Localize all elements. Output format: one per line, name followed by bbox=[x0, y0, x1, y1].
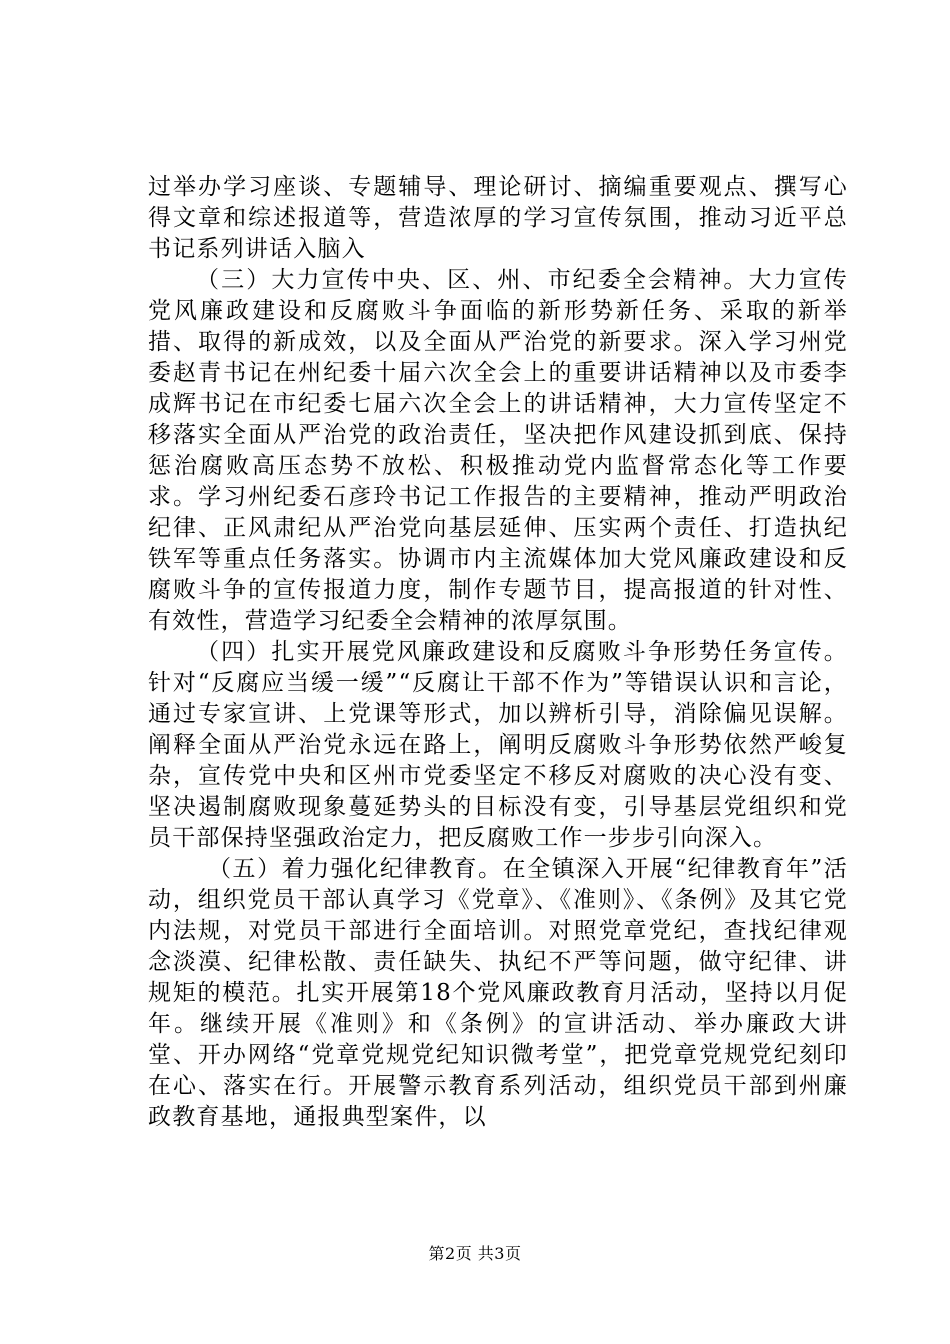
paragraph-section-4: （四）扎实开展党风廉政建设和反腐败斗争形势任务宣传。针对“反腐应当缓一缓”“反腐让干部不作为”等错误认识和言论，通过专家宣讲、上党课等形式，加以辨析引导，消除偏见误解。阐释全面从严治党永远在路上，阐明反腐败斗争形势依然严峻复杂，宣传党中央和区州市党委坚定不移反对腐败的决心没有变、坚决遏制腐败现象蔓延势头的目标没有变，引导基层党组织和党员干部保持坚强政治定力，把反腐败工作一步步引向深入。 bbox=[148, 639, 848, 851]
paragraph-section-3: （三）大力宣传中央、区、州、市纪委全会精神。大力宣传党风廉政建设和反腐败斗争面临的新形势新任务、采取的新举措、取得的新成效，以及全面从严治党的新要求。深入学习州党委赵青书记在州纪委十届六次全会上的重要讲话精神以及市委李成辉书记在市纪委七届六次全会上的讲话精神，大力宣传坚定不移落实全面从严治党的政治责任，坚决把作风建设抓到底、保持惩治腐败高压态势不放松、积极推动党内监督常态化等工作要求。学习州纪委石彦玲书记工作报告的主要精神，推动严明政治纪律、正风肃纪从严治党向基层延伸、压实两个责任、打造执纪铁军等重点任务落实。协调市内主流媒体加大党风廉政建设和反腐败斗争的宣传报道力度，制作专题节目，提高报道的针对性、有效性，营造学习纪委全会精神的浓厚氛围。 bbox=[148, 267, 848, 634]
document-body bbox=[148, 172, 848, 1133]
paragraph-section-5: （五）着力强化纪律教育。在全镇深入开展“纪律教育年”活动，组织党员干部认真学习《党章》、《准则》、《条例》及其它党内法规，对党员干部进行全面培训。对照党章党纪，查找纪律观念淡漠、纪律松散、责任缺失、执纪不严等问题，做守纪律、讲规矩的模范。扎实开展第18个党风廉政教育月活动，坚持以月促年。继续开展《准则》和《条例》的宣讲活动、举办廉政大讲堂、开办网络“党章党规党纪知识微考堂”，把党章党规党纪刻印在心、落实在行。开展警示教育系列活动，组织党员干部到州廉政教育基地，通报典型案件，以 bbox=[148, 856, 848, 1130]
paragraph-continued: 过举办学习座谈、专题辅导、理论研讨、摘编重要观点、撰写心得文章和综述报道等，营造浓厚的学习宣传氛围，推动习近平总书记系列讲话入脑入 bbox=[148, 174, 848, 262]
page-number-footer: 第2页 共3页 bbox=[428, 1244, 522, 1263]
